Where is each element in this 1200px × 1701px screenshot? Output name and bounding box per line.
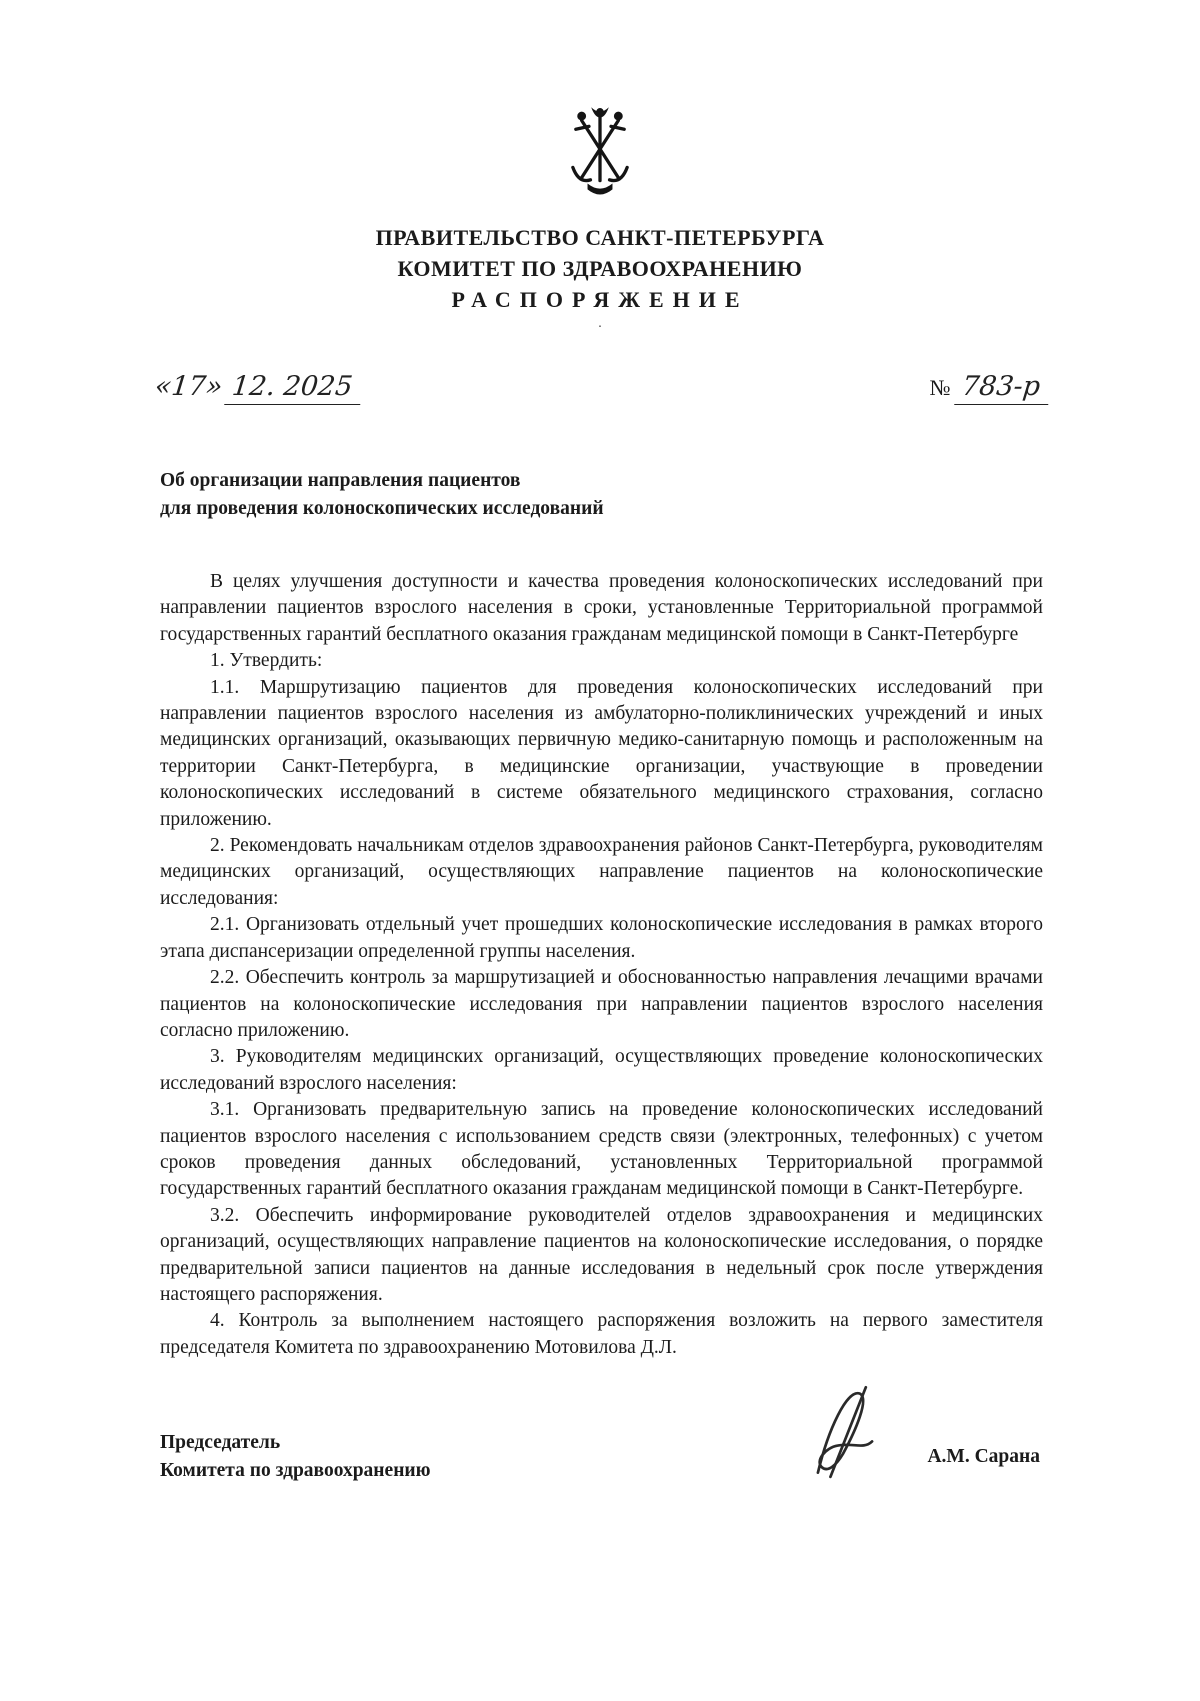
doc-number bbox=[930, 371, 1050, 405]
doc-type-heading: РАСПОРЯЖЕНИЕ bbox=[451, 287, 749, 312]
doc-date bbox=[155, 371, 363, 405]
doc-number-prefix: № bbox=[929, 375, 951, 400]
signer-name: А.М. Сарана bbox=[927, 1445, 1040, 1467]
paragraph-item-2-1: 2.1. Организовать отдельный учет прошедших колоноскопические исследования в рамках второго этапа диспансеризации определенной группы населения. bbox=[160, 914, 1043, 962]
signature-block bbox=[160, 1427, 1040, 1486]
document-body bbox=[160, 569, 1043, 1361]
handwritten-signature-icon bbox=[797, 1427, 893, 1486]
document-title bbox=[160, 467, 1040, 523]
date-number-row bbox=[155, 371, 1050, 405]
paragraph-item-3-2: 3.2. Обеспечить информирование руководителей отделов здравоохранения и медицинских организаций, осуществляющих направление пациентов на колоноскопические исследования, о порядке предварительной записи пациентов на данные исследования в недельный срок после утверждения настоящего распоряжения. bbox=[160, 1204, 1043, 1305]
paragraph-preamble: В целях улучшения доступности и качества проведения колоноскопических исследований при направлении пациентов взрослого населения в сроки, установленные Территориальной программой государственных гарантий бесплатного оказания гражданам медицинской помощи в Санкт-Петербурге bbox=[160, 571, 1043, 645]
emblem-container bbox=[0, 0, 1200, 202]
doc-date-day: «17» bbox=[153, 371, 225, 402]
signer-position-line2: Комитета по здравоохранению bbox=[160, 1459, 431, 1481]
paragraph-item-3-1: 3.1. Организовать предварительную запись на проведение колоноскопических исследований пациентов взрослого населения с использованием средств связи (электронных, телефонных) с учетом сроков проведения данных обследований, установленных Территориальной программой государственных гарантий бесплатного оказания гражданам медицинской помощи в Санкт-Петербурге. bbox=[160, 1099, 1043, 1200]
scan-artifact-dot: . bbox=[598, 316, 602, 331]
doc-number-value: 783-р bbox=[954, 371, 1052, 405]
signer-position-line1: Председатель bbox=[160, 1431, 281, 1453]
paragraph-item-2-2: 2.2. Обеспечить контроль за маршрутизацией и обоснованностью направления лечащими врачами пациентов на колоноскопические исследования при направлении пациентов взрослого населения согласно приложению. bbox=[160, 967, 1043, 1041]
signature-and-name bbox=[797, 1427, 1040, 1486]
paragraph-item-2: 2. Рекомендовать начальникам отделов здравоохранения районов Санкт-Петербурга, руководителям медицинских организаций, осуществляющих направление пациентов на колоноскопические исследования: bbox=[160, 835, 1043, 909]
paragraph-item-4: 4. Контроль за выполнением настоящего распоряжения возложить на первого заместителя председателя Комитета по здравоохранению Мотовилова Д.Л. bbox=[160, 1310, 1043, 1358]
org-name-line2: КОМИТЕТ ПО ЗДРАВООХРАНЕНИЮ bbox=[397, 256, 803, 281]
document-title-line1: Об организации направления пациентов bbox=[160, 470, 521, 491]
coat-of-arms-saint-petersburg-icon bbox=[567, 102, 633, 202]
doc-date-rest: 12. 2025 bbox=[225, 371, 365, 405]
paragraph-item-1: 1. Утвердить: bbox=[210, 650, 323, 672]
paragraph-item-1-1: 1.1. Маршрутизацию пациентов для проведения колоноскопических исследований при направлении пациентов взрослого населения из амбулаторно-поликлинических учреждений и иных медицинских организаций, оказывающих первичную медико-санитарную помощь и расположенным на территории Санкт-Петербурга, в медицинские организации, участвующие в проведении колоноскопических исследований в системе обязательного медицинского страхования, согласно приложению. bbox=[160, 676, 1043, 830]
org-header bbox=[0, 222, 1200, 284]
paragraph-item-3: 3. Руководителям медицинских организаций, осуществляющих проведение колоноскопических исследований взрослого населения: bbox=[160, 1046, 1043, 1094]
org-name-line1: ПРАВИТЕЛЬСТВО САНКТ-ПЕТЕРБУРГА bbox=[375, 225, 825, 250]
signer-position bbox=[160, 1429, 431, 1485]
document-title-line2: для проведения колоноскопических исследований bbox=[160, 498, 604, 519]
